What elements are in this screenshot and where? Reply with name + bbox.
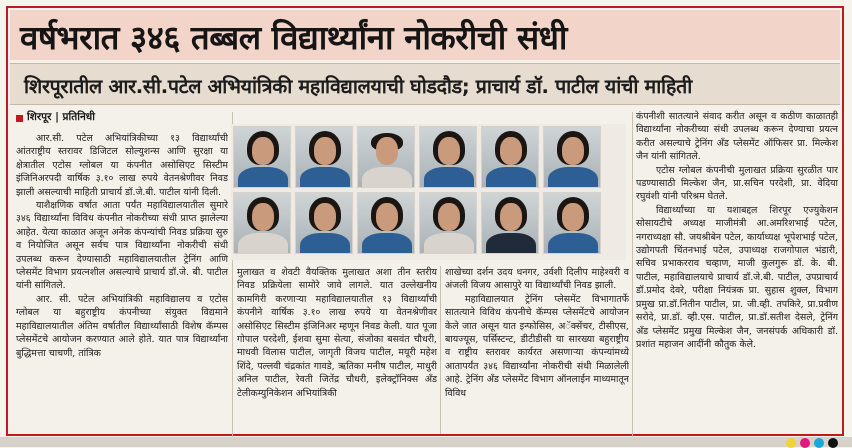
article-frame bbox=[6, 6, 844, 436]
byline bbox=[16, 110, 228, 126]
paragraph: शाखेच्या दर्शन उदय धनगर, उर्वशी दिलीप माहेश्वरी व अंजली विजय आसापुरे या विद्यार्थ्यांची निवड झाली. bbox=[445, 267, 629, 292]
student-photo bbox=[481, 126, 539, 188]
paragraph: महाविद्यालयात ट्रेनिंग प्लेसमेंट विभागातर्फे सातत्याने विविध कंपनीचे कॅम्पस प्लेसमेंटचे आयोजन केले जात असून यात इन्फोसिस, अॅक्सेंचर, टीसीएस, बायज्यूस, पर्सिस्टन्ट, डीटीडीसी या सारख्या बहुराष्ट्रीय व राष्ट्रीय स्तरावर कार्यरत असणाऱ्या कंपन्यांमध्ये आतापर्यंत ३४६ विद्यार्थ्यांना नोकरीची संधी मिळालेली आहे. ट्रेनिंग अँड प्लेसमेंट विभाग ऑनलाईन माध्यमातून विविध bbox=[445, 293, 629, 399]
subheadline-banner bbox=[10, 63, 840, 105]
subheadline: शिरपूरातील आर.सी.पटेल अभियांत्रिकी महाविद्यालयाची घोडदौड; प्राचार्य डॉ. पाटील यांची माहिती bbox=[24, 75, 692, 98]
student-photo bbox=[419, 192, 477, 254]
paragraph: मुलाखत व शेवटी वैयक्तिक मुलाखत अशा तीन स्तरीय निवड प्रक्रियेला सामोरे जावे लागले. यात उल्लेखनीय कामगिरी करणाऱ्या महाविद्यालयातील १३ विद्यार्थ्यांची कंपनीने वार्षिक ३.१० लाख रुपये या वेतनश्रेणीवर असोसिएट सिस्टीम इंजिनिअर म्हणून निवड केली. यात पूजा गोपाल परदेशी, ईशवा सुमा सेत्या, संजोका बसवंत चौधरी, माधवी विलास पाटील, जागृती विजय पाटील, मयूरी महेश शिंदे, पल्लवी चंद्रकांत गावडे, ऋतिका मनीष पाटील, माधुरी अनिल पाटील, रेवती जितेंद्र चौधरी, इलेक्ट्रॉनिक्स अँड टेलीकम्युनिकेशन अभियांत्रिकी bbox=[237, 267, 437, 399]
paragraph: आर. सी. पटेल अभियांत्रिकी महाविद्यालय व एटोस ग्लोबल या बहुराष्ट्रीय कंपनीच्या संयुक्त विद्यमाने महाविद्यालयातील अंतिम वर्षातील विद्यार्थ्यांसाठी विशेष कॅम्पस प्लेसमेंटचे आयोजन करण्यात आले होते. यात पात्र विद्यार्थ्यांना बुद्धिमत्ता चाचणी, तांत्रिक bbox=[16, 293, 228, 359]
student-photo bbox=[357, 126, 415, 188]
page-bottom-strip bbox=[0, 437, 852, 447]
paragraph: आर.सी. पटेल अभियांत्रिकीच्या १३ विद्यार्थ्यांची आंतराष्ट्रीय स्तरावर डिजिटल सोल्युशन्स आणि सुरक्षा या क्षेत्रातील एटोस ग्लोबल या कंपनीत असोसिएट सिस्टीम इंजिनिअरपदी वार्षिक ३.१० लाख रुपये वेतनश्रेणीवर निवड झाली असल्याची माहिती प्राचार्य डॉ.जे.बी. पाटील यांनी दिली. bbox=[16, 133, 228, 198]
student-photo bbox=[295, 192, 353, 254]
student-photo bbox=[233, 126, 291, 188]
student-photo bbox=[357, 192, 415, 254]
paragraph: कंपनीशी सातत्याने संवाद करीत असून व कठीण काळातही विद्यार्थ्यांना नोकरीच्या संधी उपलब्ध करून देण्याचा प्रयत्न करीत असल्याचे ट्रेनिंग अँड प्लेसमेंट ऑफिसर प्रा. मिल्केश जैन यांनी सांगितले. bbox=[636, 111, 838, 163]
headline: वर्षभरात ३४६ तब्बल विद्यार्थ्यांना नोकरीची संधी bbox=[20, 18, 567, 57]
headline-banner bbox=[10, 10, 840, 60]
column-divider bbox=[632, 112, 633, 438]
student-photo bbox=[481, 192, 539, 254]
student-photo bbox=[233, 192, 291, 254]
article-column-1 bbox=[16, 110, 228, 432]
paragraph: एटोस ग्लोबल कंपनीची मुलाखत प्रक्रिया सुरळीत पार पडण्यासाठी मिल्केश जैन, प्रा.सचिन परदेशी, प्रा. वेदिया रघुवंशी यांनी परिश्रम घेतले. bbox=[636, 164, 838, 203]
paragraph: विद्यार्थ्यांच्या या यशाबद्दल शिरपूर एज्युकेशन सोसायटीचे अध्यक्ष माजीमंत्री आ.अमरिशभाई पटेल, नगराध्यक्षा सौ. जयश्रीबेन पटेल, कार्याध्यक्ष भूपेशभाई पटेल, उद्योगपती चिंतनभाई पटेल, उपाध्यक्ष राजगोपाल भंडारी, सचिव प्रभाकरराव चव्हाण, माजी कुलगुरू डॉ. के. बी. पाटील, महाविद्यालयाचे प्राचार्य डॉ.जे.बी. पाटील, उपप्राचार्य डॉ.प्रमोद देवरे, परीक्षा नियंत्रक प्रा. सुहास शुक्ल, विभाग प्रमुख प्रा.डॉ.नितीन पाटील, प्रा. जी.व्ही. तपकिरे, प्रा.प्रवीण सरोदे, प्रा.डॉ. व्ही.एस. पाटील, प्रा.डॉ.सतीश देसले, ट्रेनिंग अँड प्लेसमेंट प्रमुख मिल्केश जैन, जनसंपर्क अधिकारी डॉ. प्रशांत महाजन आदींनी कौतुक केले. bbox=[636, 204, 838, 350]
student-photo bbox=[295, 126, 353, 188]
student-photo-grid bbox=[231, 124, 626, 260]
article-column-2 bbox=[237, 266, 437, 432]
column-divider bbox=[440, 266, 441, 434]
byline-text: शिरपूर | प्रतिनिधी bbox=[27, 111, 95, 124]
byline-marker-icon bbox=[16, 115, 23, 122]
article-column-4 bbox=[636, 110, 838, 432]
student-photo bbox=[543, 192, 601, 254]
student-photo bbox=[419, 126, 477, 188]
student-photo bbox=[543, 126, 601, 188]
paragraph: याशैक्षणिक वर्षात आता पर्यंत महाविद्यालयातील सुमारे ३४६ विद्यार्थ्यांना विविध कंपनीत नोकरीच्या संधी प्राप्त झालेल्या आहेत. येत्या काळात अजून अनेक कंपन्यांची निवड प्रक्रिया सुरु व नियोजित असून सर्वच पात्र विद्यार्थ्यांना नोकरीची संधी उपलब्ध करून देण्यासाठी महाविद्यालयातील ट्रेनिंग आणि प्लेसमेंट विभाग प्रयत्नशील असल्याचे प्राचार्य डॉ.जे. बी. पाटील यांनी सांगितले. bbox=[16, 200, 228, 292]
article-column-3 bbox=[445, 266, 629, 432]
